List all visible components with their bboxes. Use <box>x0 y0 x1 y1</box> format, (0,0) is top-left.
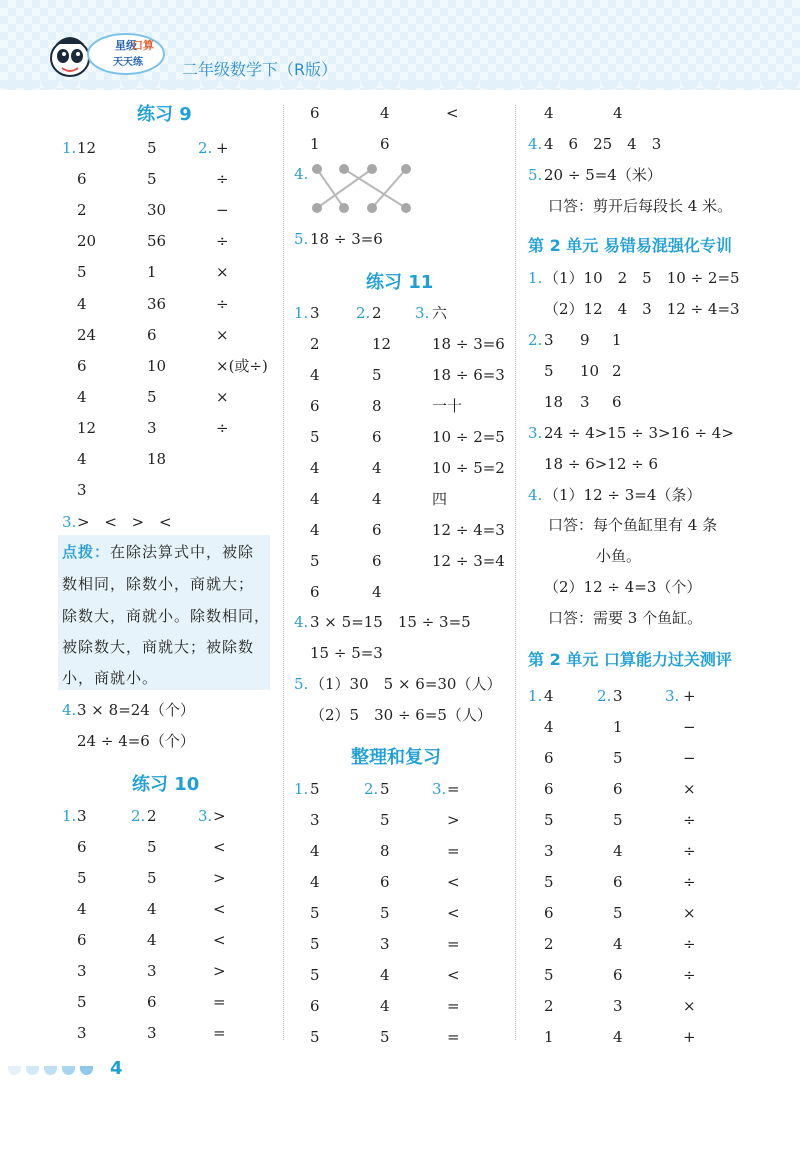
c1-p10-r3-c1: 4 <box>77 900 87 918</box>
c3-ub-r0-c3: 3 <box>613 687 623 705</box>
c1-p9-r8-c1: 4 <box>77 387 87 406</box>
c3-ub-r3-c1: 6 <box>544 780 554 798</box>
c2-review-r6-c5: < <box>447 966 460 984</box>
c2-p11-r0-c4: 3. <box>415 304 430 322</box>
c2-review-r5-c5: = <box>447 935 460 953</box>
c3-ub-r1-c1: 4 <box>544 718 554 736</box>
c1-p9-r6-c2: 6 <box>147 325 157 344</box>
match-dot <box>312 164 322 174</box>
c2-q5-number: 5. <box>294 230 309 248</box>
c2-review-r8-c5: = <box>447 1028 460 1046</box>
c2-top-row0-a: 6 <box>310 104 320 122</box>
c1-p10-r0-c0: 1. <box>62 807 77 825</box>
c2-review-r2-c3: 8 <box>380 842 390 860</box>
c1-p9-r5-c1: 4 <box>77 294 87 313</box>
c2-p11-r3-c3: 8 <box>372 397 382 415</box>
section-title-practice-10: 练习 10 <box>132 774 200 795</box>
c3-ub-r4-c1: 5 <box>544 811 554 829</box>
c3-ub-r7-c3: 5 <box>613 904 623 922</box>
mascot-logo-icon <box>48 30 178 90</box>
c1-p10-r5-c1: 3 <box>77 962 87 980</box>
c2-top-row1-a: 1 <box>310 135 320 153</box>
c2-review-r0-c0: 1. <box>294 780 309 798</box>
c3-ua-q2-r0-c2: 1 <box>612 331 622 349</box>
c2-p11-r6-c5: 四 <box>432 490 448 508</box>
c1-p9-r3-c1: 20 <box>77 232 97 251</box>
book-title: 二年级数学下（R版） <box>182 60 338 79</box>
c3-ub-r3-c5: × <box>683 780 696 798</box>
tip-line-3: 被除数大，商就大；被除数 <box>62 638 255 656</box>
c3-q4-answer: 4 6 25 4 3 <box>544 135 662 153</box>
c2-p11-r2-c1: 4 <box>310 366 320 384</box>
c2-review-r1-c3: 5 <box>380 811 390 829</box>
c2-review-r0-c1: 5 <box>310 780 320 798</box>
match-dot <box>339 164 349 174</box>
ua-q3-line-0: 24 ÷ 4>15 ÷ 3>16 ÷ 4> <box>544 424 734 442</box>
c2-q4-number: 4. <box>294 165 309 183</box>
c1-p10-r6-c3: 6 <box>147 993 157 1011</box>
c2-review-r4-c3: 5 <box>380 904 390 922</box>
c1-p9-r8-c2: 5 <box>147 387 157 406</box>
c3-ub-r11-c3: 4 <box>613 1028 623 1046</box>
c3-ub-r2-c3: 5 <box>613 749 623 767</box>
c3-ub-r11-c5: + <box>683 1028 696 1046</box>
section-title-review: 整理和复习 <box>351 747 441 768</box>
c1-p10-r7-c1: 3 <box>77 1024 87 1042</box>
ua-q1-number: 1. <box>528 269 543 287</box>
ua-q4-line-2: 小鱼。 <box>596 547 642 565</box>
c2-p11-r5-c3: 4 <box>372 459 382 477</box>
p9-q4-number: 4. <box>62 701 77 719</box>
c3-q5-number: 5. <box>528 166 543 184</box>
c3-ub-r4-c5: ÷ <box>683 811 696 829</box>
c3-q5-oral-answer: 口答：剪开后每段长 4 米。 <box>548 197 733 215</box>
p9-q4-line-0: 3 × 8=24（个） <box>77 701 195 719</box>
c2-review-r1-c1: 3 <box>310 811 320 829</box>
c1-p10-r1-c3: 5 <box>147 838 157 856</box>
column-divider-1 <box>283 105 284 1040</box>
c3-top-b: 4 <box>613 104 623 122</box>
logo-text-line1: 星级 <box>115 39 137 52</box>
c1-p10-r7-c3: 3 <box>147 1024 157 1042</box>
c2-review-r8-c3: 5 <box>380 1028 390 1046</box>
c1-p10-r2-c1: 5 <box>77 869 87 887</box>
unit-b-prefix: 第 2 单元 <box>528 650 599 669</box>
c2-review-r3-c1: 4 <box>310 873 320 891</box>
c3-ub-r1-c3: 1 <box>613 718 623 736</box>
c1-p10-r0-c1: 3 <box>77 807 87 825</box>
c2-p11-r1-c1: 2 <box>310 335 320 353</box>
c2-review-r7-c5: = <box>447 997 460 1015</box>
c1-p9-r2-c1: 2 <box>77 201 87 220</box>
c3-ub-r3-c3: 6 <box>613 780 623 798</box>
tip-text-0: 在除法算式中，被除 <box>110 543 255 561</box>
c2-review-r3-c5: < <box>447 873 460 891</box>
c3-ub-r6-c1: 5 <box>544 873 554 891</box>
c2-p11-r7-c3: 6 <box>372 521 382 539</box>
p11-q5-line-1: （2）5 30 ÷ 6=5（人） <box>310 706 492 724</box>
p11-q5-line-0: （1）30 5 × 6=30（人） <box>310 675 502 693</box>
c1-p9-r7-c4: ×(或÷) <box>216 356 268 375</box>
c3-ua-q2-r1-c2: 2 <box>612 362 622 380</box>
match-dot <box>339 203 349 213</box>
c2-top-row0-b: 4 <box>380 104 390 122</box>
c2-review-r0-c3: 5 <box>380 780 390 798</box>
c1-p9-r11-c1: 3 <box>77 481 87 500</box>
c3-ub-r0-c0: 1. <box>528 687 543 705</box>
c2-p11-r1-c3: 12 <box>372 335 392 353</box>
match-dot <box>312 203 322 213</box>
c2-p11-r8-c5: 12 ÷ 3=4 <box>432 552 505 570</box>
c3-ub-r5-c3: 4 <box>613 842 623 860</box>
matching-lines-diagram <box>310 162 414 214</box>
c3-ub-r7-c1: 6 <box>544 904 554 922</box>
c1-p10-r3-c5: < <box>213 900 226 918</box>
c1-p9-r10-c1: 4 <box>77 450 87 468</box>
c1-p9-r1-c1: 6 <box>77 170 87 189</box>
c2-review-r2-c1: 4 <box>310 842 320 860</box>
c2-top-row1-b: 6 <box>380 135 390 153</box>
c3-ub-r10-c1: 2 <box>544 997 554 1015</box>
match-dot <box>367 203 377 213</box>
c2-p11-r3-c1: 6 <box>310 397 320 415</box>
c2-review-r5-c1: 5 <box>310 935 320 953</box>
ua-q3-line-1: 18 ÷ 6>12 ÷ 6 <box>544 455 659 473</box>
c1-p9-r9-c2: 3 <box>147 418 157 437</box>
c2-p11-r6-c3: 4 <box>372 490 382 508</box>
c1-p10-r3-c3: 4 <box>147 900 157 918</box>
c2-p11-r5-c1: 4 <box>310 459 320 477</box>
p11-q4-number: 4. <box>294 613 309 631</box>
unit-title-error-training <box>528 233 732 256</box>
c2-p11-r0-c1: 3 <box>310 304 320 322</box>
match-dot <box>367 164 377 174</box>
c3-ub-r9-c1: 5 <box>544 966 554 984</box>
c3-ub-r9-c3: 6 <box>613 966 623 984</box>
c1-p9-r0-c2: 5 <box>147 139 157 157</box>
c2-p11-r0-c0: 1. <box>294 304 309 322</box>
c3-ub-r11-c1: 1 <box>544 1028 554 1046</box>
c3-ub-r1-c5: − <box>683 718 696 736</box>
c2-top-row0-c: < <box>446 104 459 122</box>
c1-p9-r4-c2: 1 <box>147 263 157 282</box>
c3-ua-q2-r1-c1: 10 <box>580 362 600 380</box>
c2-p11-r4-c3: 6 <box>372 428 382 446</box>
page-number: 4 <box>110 1058 123 1079</box>
ua-q2-number: 2. <box>528 331 543 349</box>
unit-a-title: 易错易混强化专训 <box>603 236 732 255</box>
c2-review-r0-c2: 2. <box>364 780 379 798</box>
c2-p11-r2-c3: 5 <box>372 366 382 384</box>
c3-ua-q2-r2-c2: 6 <box>612 393 622 411</box>
ua-q3-number: 3. <box>528 424 543 442</box>
c3-ub-r5-c1: 3 <box>544 842 554 860</box>
c3-ua-q2-r2-c0: 18 <box>544 393 564 411</box>
ua-q4-line-0: （1）12 ÷ 3=4（条） <box>544 486 702 504</box>
c1-p10-r4-c3: 4 <box>147 931 157 949</box>
ua-q4-line-3: （2）12 ÷ 4=3（个） <box>544 578 702 596</box>
c1-p9-r1-c2: 5 <box>147 170 157 189</box>
c2-p11-r2-c5: 18 ÷ 6=3 <box>432 366 505 384</box>
footer-dot <box>44 1066 57 1075</box>
c2-p11-r5-c5: 10 ÷ 5=2 <box>432 459 505 477</box>
footer-dot <box>62 1066 75 1075</box>
c1-p10-r1-c1: 6 <box>77 838 87 856</box>
p9-q3-number: 3. <box>62 513 77 531</box>
footer-dot <box>26 1066 39 1075</box>
tip-line-2: 除数大，商就小。除数相同， <box>62 607 271 625</box>
c2-p11-r0-c2: 2. <box>356 304 371 322</box>
c2-p11-r6-c1: 4 <box>310 490 320 508</box>
c1-p9-r0-c0: 1. <box>62 139 77 157</box>
match-dot <box>401 203 411 213</box>
c1-p10-r5-c3: 3 <box>147 962 157 980</box>
c1-p10-r4-c1: 6 <box>77 931 87 949</box>
ua-q4-line-1: 口答：每个鱼缸里有 4 条 <box>548 516 718 534</box>
footer-dot <box>8 1066 21 1075</box>
c2-p11-r1-c5: 18 ÷ 3=6 <box>432 335 505 353</box>
c1-p9-r4-c1: 5 <box>77 263 87 282</box>
c1-p10-r7-c5: = <box>213 1024 226 1042</box>
c2-review-r7-c3: 4 <box>380 997 390 1015</box>
ua-q1-line-1: （2）12 4 3 12 ÷ 4=3 <box>544 300 740 318</box>
c3-ub-r6-c3: 6 <box>613 873 623 891</box>
c1-p10-r1-c5: < <box>213 838 226 856</box>
c2-p11-r0-c5: 六 <box>432 304 448 322</box>
c2-review-r3-c3: 6 <box>380 873 390 891</box>
c3-ua-q2-r0-c0: 3 <box>544 331 554 349</box>
ua-q4-line-4: 口答：需要 3 个鱼缸。 <box>548 609 703 627</box>
c2-review-r4-c5: < <box>447 904 460 922</box>
c2-review-r2-c5: = <box>447 842 460 860</box>
c3-q4-number: 4. <box>528 135 543 153</box>
c1-p9-r3-c4: ÷ <box>216 232 229 251</box>
p11-q5-number: 5. <box>294 675 309 693</box>
c2-review-r5-c3: 3 <box>380 935 390 953</box>
c2-review-r6-c3: 4 <box>380 966 390 984</box>
c1-p10-r2-c3: 5 <box>147 869 157 887</box>
c3-ub-r8-c1: 2 <box>544 935 554 953</box>
p9-q3-answer: > < > < <box>77 513 172 531</box>
c1-p9-r8-c4: × <box>216 387 229 406</box>
c1-p9-r7-c2: 10 <box>147 356 167 375</box>
tip-line-0 <box>62 542 254 562</box>
c3-ua-q2-r1-c0: 5 <box>544 362 554 380</box>
c3-ub-r4-c3: 5 <box>613 811 623 829</box>
c3-ub-r0-c2: 2. <box>597 687 612 705</box>
c2-p11-r3-c5: 一十 <box>432 397 463 415</box>
c1-p10-r0-c3: 2 <box>147 807 157 825</box>
c2-review-r7-c1: 6 <box>310 997 320 1015</box>
match-dot <box>401 164 411 174</box>
unit-b-title: 口算能力过关测评 <box>603 650 732 669</box>
c1-p10-r0-c2: 2. <box>131 807 146 825</box>
p11-q4-line-1: 15 ÷ 5=3 <box>310 644 383 662</box>
tip-label: 点拨： <box>62 543 111 561</box>
c1-p9-r5-c4: ÷ <box>216 294 229 313</box>
c3-ub-r10-c3: 3 <box>613 997 623 1015</box>
c2-review-r1-c5: > <box>447 811 460 829</box>
c3-ub-r0-c5: + <box>683 687 696 705</box>
c1-p9-r3-c2: 56 <box>147 232 167 251</box>
c3-ub-r2-c1: 6 <box>544 749 554 767</box>
c1-p10-r2-c5: > <box>213 869 226 887</box>
c3-ua-q2-r2-c1: 3 <box>580 393 590 411</box>
c3-ub-r6-c5: ÷ <box>683 873 696 891</box>
c3-ub-r7-c5: × <box>683 904 696 922</box>
c3-ub-r0-c1: 4 <box>544 687 554 705</box>
c2-p11-r4-c5: 10 ÷ 2=5 <box>432 428 505 446</box>
c3-ub-r0-c4: 3. <box>665 687 680 705</box>
c1-p9-r6-c1: 24 <box>77 325 97 344</box>
c2-review-r6-c1: 5 <box>310 966 320 984</box>
c1-p9-r7-c1: 6 <box>77 356 87 375</box>
c3-ua-q2-r0-c1: 9 <box>580 331 590 349</box>
c2-review-r0-c5: = <box>447 780 460 798</box>
section-title-practice-9: 练习 9 <box>137 104 192 125</box>
c1-p10-r5-c5: > <box>213 962 226 980</box>
c1-p9-r5-c2: 36 <box>147 294 167 313</box>
c1-p9-r2-c2: 30 <box>147 201 167 220</box>
c1-p9-r10-c2: 18 <box>147 450 167 468</box>
c1-p10-r4-c5: < <box>213 931 226 949</box>
p11-q4-line-0: 3 × 5=15 15 ÷ 3=5 <box>310 613 471 631</box>
c2-p11-r7-c1: 4 <box>310 521 320 539</box>
tip-line-1: 数相同，除数小，商就大； <box>62 575 255 593</box>
section-title-practice-11: 练习 11 <box>366 272 434 293</box>
c2-p11-r0-c3: 2 <box>372 304 382 322</box>
c1-p10-r0-c5: > <box>213 807 226 825</box>
logo-text-line2: 天天练 <box>113 57 143 68</box>
unit-title-ability-test <box>528 647 732 670</box>
c2-p11-r4-c1: 5 <box>310 428 320 446</box>
c1-p10-r6-c1: 5 <box>77 993 87 1011</box>
c2-q5-answer: 18 ÷ 3=6 <box>310 230 383 248</box>
tip-line-4: 小，商就小。 <box>62 669 159 687</box>
c1-p9-r0-c4: + <box>216 139 229 157</box>
c1-p9-r0-c3: 2. <box>198 139 213 157</box>
footer-dot <box>80 1066 93 1075</box>
c1-p9-r9-c1: 12 <box>77 418 97 437</box>
c3-ub-r9-c5: ÷ <box>683 966 696 984</box>
p9-q4-line-1: 24 ÷ 4=6（个） <box>77 732 195 750</box>
c1-p9-r2-c4: − <box>216 201 229 220</box>
unit-a-prefix: 第 2 单元 <box>528 236 599 255</box>
c2-review-r8-c1: 5 <box>310 1028 320 1046</box>
c1-p10-r6-c5: = <box>213 993 226 1011</box>
c2-p11-r7-c5: 12 ÷ 4=3 <box>432 521 505 539</box>
c2-p11-r9-c3: 4 <box>372 583 382 601</box>
ua-q4-number: 4. <box>528 486 543 504</box>
column-divider-2 <box>515 105 516 1040</box>
logo-text-line1b: 口算 <box>132 39 154 52</box>
c3-ub-r8-c3: 4 <box>613 935 623 953</box>
c1-p9-r4-c4: × <box>216 263 229 282</box>
c1-p10-r0-c4: 3. <box>198 807 213 825</box>
c3-ub-r5-c5: ÷ <box>683 842 696 860</box>
c1-p9-r6-c4: × <box>216 325 229 344</box>
c3-ub-r10-c5: × <box>683 997 696 1015</box>
c1-p9-r9-c4: ÷ <box>216 418 229 437</box>
c2-p11-r8-c1: 5 <box>310 552 320 570</box>
c2-review-r0-c4: 3. <box>432 780 447 798</box>
c2-p11-r8-c3: 6 <box>372 552 382 570</box>
c1-p9-r1-c4: ÷ <box>216 170 229 189</box>
ua-q1-line-0: （1）10 2 5 10 ÷ 2=5 <box>544 269 740 287</box>
c2-review-r4-c1: 5 <box>310 904 320 922</box>
c3-q5-answer: 20 ÷ 5=4（米） <box>544 166 662 184</box>
c1-p9-r0-c1: 12 <box>77 139 97 157</box>
c3-top-a: 4 <box>544 104 554 122</box>
c3-ub-r8-c5: ÷ <box>683 935 696 953</box>
c2-p11-r9-c1: 6 <box>310 583 320 601</box>
c3-ub-r2-c5: − <box>683 749 696 767</box>
